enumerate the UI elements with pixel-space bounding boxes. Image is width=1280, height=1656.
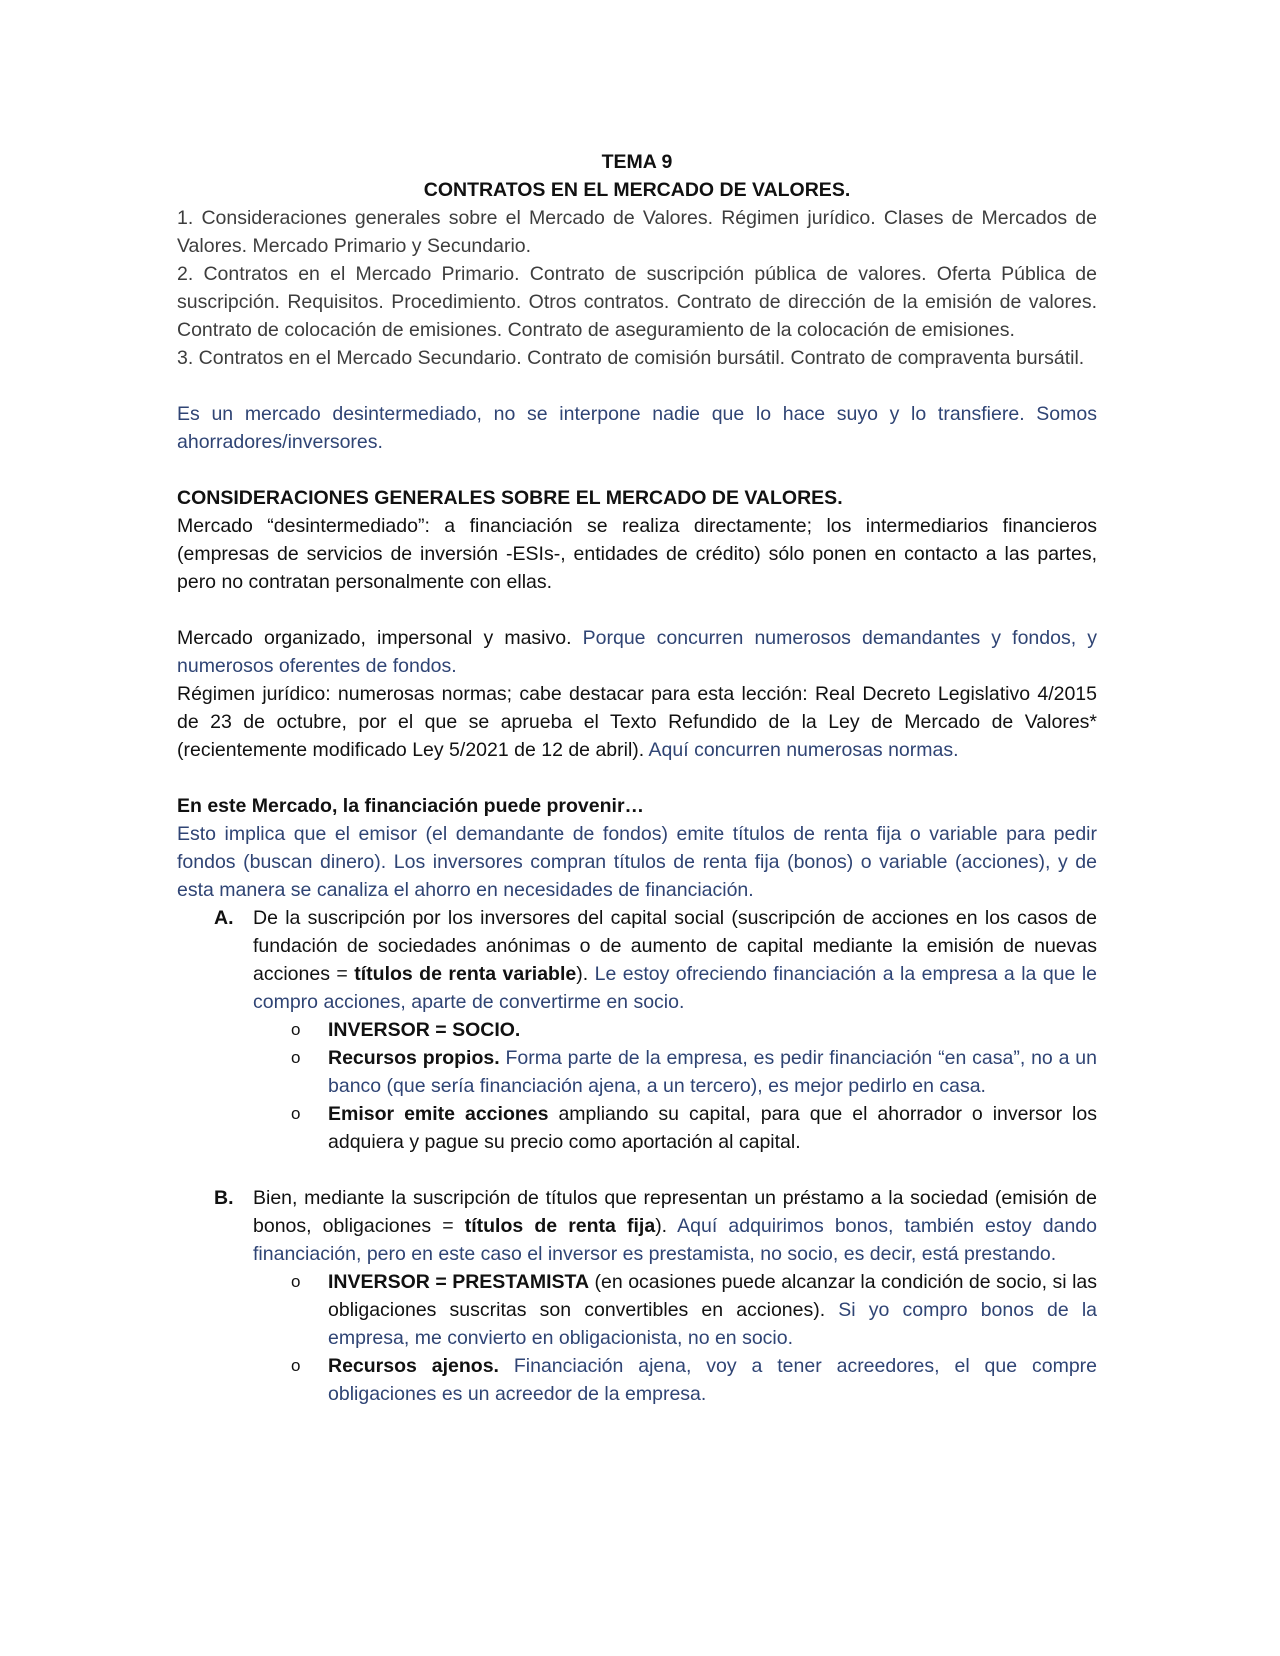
page-subtitle: CONTRATOS EN EL MERCADO DE VALORES. — [423, 179, 851, 201]
section-heading-financiacion: En este Mercado, la financiación puede provenir… — [177, 795, 645, 817]
bullet-bold: Recursos ajenos. — [328, 1355, 499, 1377]
paragraph-regimen-juridico — [177, 680, 1097, 764]
syllabus-item-2: 2. Contratos en el Mercado Primario. Contrato de suscripción pública de valores. Oferta Pública de suscripción. Requisitos. Procedimiento. Otros contratos. Contrato de dirección de la emisión de valores. Contrato de colocación de emisiones. Contrato de aseguramiento de la colocación de emisiones. — [177, 263, 1097, 341]
bullet-text: ampliando su capital, para que el ahorrador o inversor los adquiera y pague su precio como aportación al capital. — [328, 1103, 1097, 1153]
annotation-note: Forma parte de la empresa, es pedir financiación “en casa”, no a un banco (que sería financiación ajena, a un tercero), es mejor pedirlo en casa. — [328, 1047, 1097, 1097]
page-title: TEMA 9 — [601, 151, 673, 173]
list-item-text: ). — [655, 1215, 678, 1237]
bullet-bold: INVERSOR = PRESTAMISTA — [328, 1271, 590, 1293]
bullet-bold: INVERSOR = SOCIO. — [328, 1019, 521, 1041]
list-item-bold: títulos de renta fija — [464, 1215, 656, 1237]
bullet-item — [177, 1100, 1097, 1156]
paragraph-text: Régimen jurídico: numerosas normas; cabe destacar para esta lección: Real Decreto Legislativo 4/2015 de 23 de octubre, por el que se aprueba el Texto Refundido de la Ley de Mercado de Valores* (recientemente modificado Ley 5/2021 de 12 de abril). — [177, 683, 1097, 761]
spacer — [177, 372, 1097, 400]
list-marker: B. — [214, 1187, 234, 1209]
bullet-marker: o — [291, 1356, 301, 1375]
annotation-note: Porque concurren numerosos demandantes y fondos, y numerosos oferentes de fondos. — [177, 627, 1097, 677]
list-item-text: ). — [576, 963, 595, 985]
document-page — [177, 148, 1097, 1408]
spacer — [177, 1156, 1097, 1184]
syllabus-item-3: 3. Contratos en el Mercado Secundario. Contrato de comisión bursátil. Contrato de compraventa bursátil. — [177, 347, 1085, 369]
bullet-marker: o — [291, 1104, 301, 1123]
list-item-text: De la suscripción por los inversores del capital social (suscripción de acciones en los casos de fundación de sociedades anónimas o de aumento de capital mediante la emisión de nuevas acciones = — [253, 907, 1097, 985]
list-item-bold: títulos de renta variable — [354, 963, 577, 985]
syllabus-item-1: 1. Consideraciones generales sobre el Mercado de Valores. Régimen jurídico. Clases de Mercados de Valores. Mercado Primario y Secundario. — [177, 207, 1097, 257]
bullet-marker: o — [291, 1048, 301, 1067]
spacer — [177, 456, 1097, 484]
list-item-text: Bien, mediante la suscripción de títulos que representan un préstamo a la sociedad (emisión de bonos, obligaciones = — [253, 1187, 1097, 1237]
bullet-bold: Emisor emite acciones — [328, 1103, 549, 1125]
bullet-marker: o — [291, 1272, 301, 1291]
bullet-item — [177, 1016, 1097, 1044]
bullet-text: (en ocasiones puede alcanzar la condición de socio, si las obligaciones suscritas son convertibles en acciones). — [328, 1271, 1097, 1321]
annotation-note: Le estoy ofreciendo financiación a la empresa a la que le compro acciones, aparte de convertirme en socio. — [253, 963, 1097, 1013]
spacer — [177, 764, 1097, 792]
list-item-b — [177, 1184, 1097, 1268]
paragraph-text: Mercado organizado, impersonal y masivo. — [177, 627, 583, 649]
intro-note: Es un mercado desintermediado, no se interpone nadie que lo hace suyo y lo transfiere. Somos ahorradores/inversores. — [177, 403, 1097, 453]
annotation-note: Aquí concurren numerosas normas. — [648, 739, 959, 761]
annotation-note: Financiación ajena, voy a tener acreedores, el que compre obligaciones es un acreedor de la empresa. — [328, 1355, 1097, 1405]
list-marker: A. — [214, 907, 234, 929]
paragraph-mercado-organizado — [177, 624, 1097, 680]
bullet-bold: Recursos propios. — [328, 1047, 500, 1069]
section-heading-general: CONSIDERACIONES GENERALES SOBRE EL MERCADO DE VALORES. — [177, 487, 843, 509]
bullet-marker: o — [291, 1020, 301, 1039]
bullet-item — [177, 1268, 1097, 1352]
annotation-note: Aquí adquirimos bonos, también estoy dando financiación, pero en este caso el inversor es prestamista, no socio, es decir, está prestando. — [253, 1215, 1097, 1265]
bullet-item — [177, 1352, 1097, 1408]
financiacion-note: Esto implica que el emisor (el demandante de fondos) emite títulos de renta fija o variable para pedir fondos (buscan dinero). Los inversores compran títulos de renta fija (bonos) o variable (acciones), y de esta manera se canaliza el ahorro en necesidades de financiación. — [177, 823, 1097, 901]
list-item-a — [177, 904, 1097, 1016]
spacer — [177, 596, 1097, 624]
bullet-item — [177, 1044, 1097, 1100]
annotation-note: Si yo compro bonos de la empresa, me convierto en obligacionista, no en socio. — [328, 1299, 1097, 1349]
paragraph-desintermediado: Mercado “desintermediado”: a financiación se realiza directamente; los intermediarios financieros (empresas de servicios de inversión -ESIs-, entidades de crédito) sólo ponen en contacto a las partes, pero no contratan personalmente con ellas. — [177, 515, 1097, 593]
